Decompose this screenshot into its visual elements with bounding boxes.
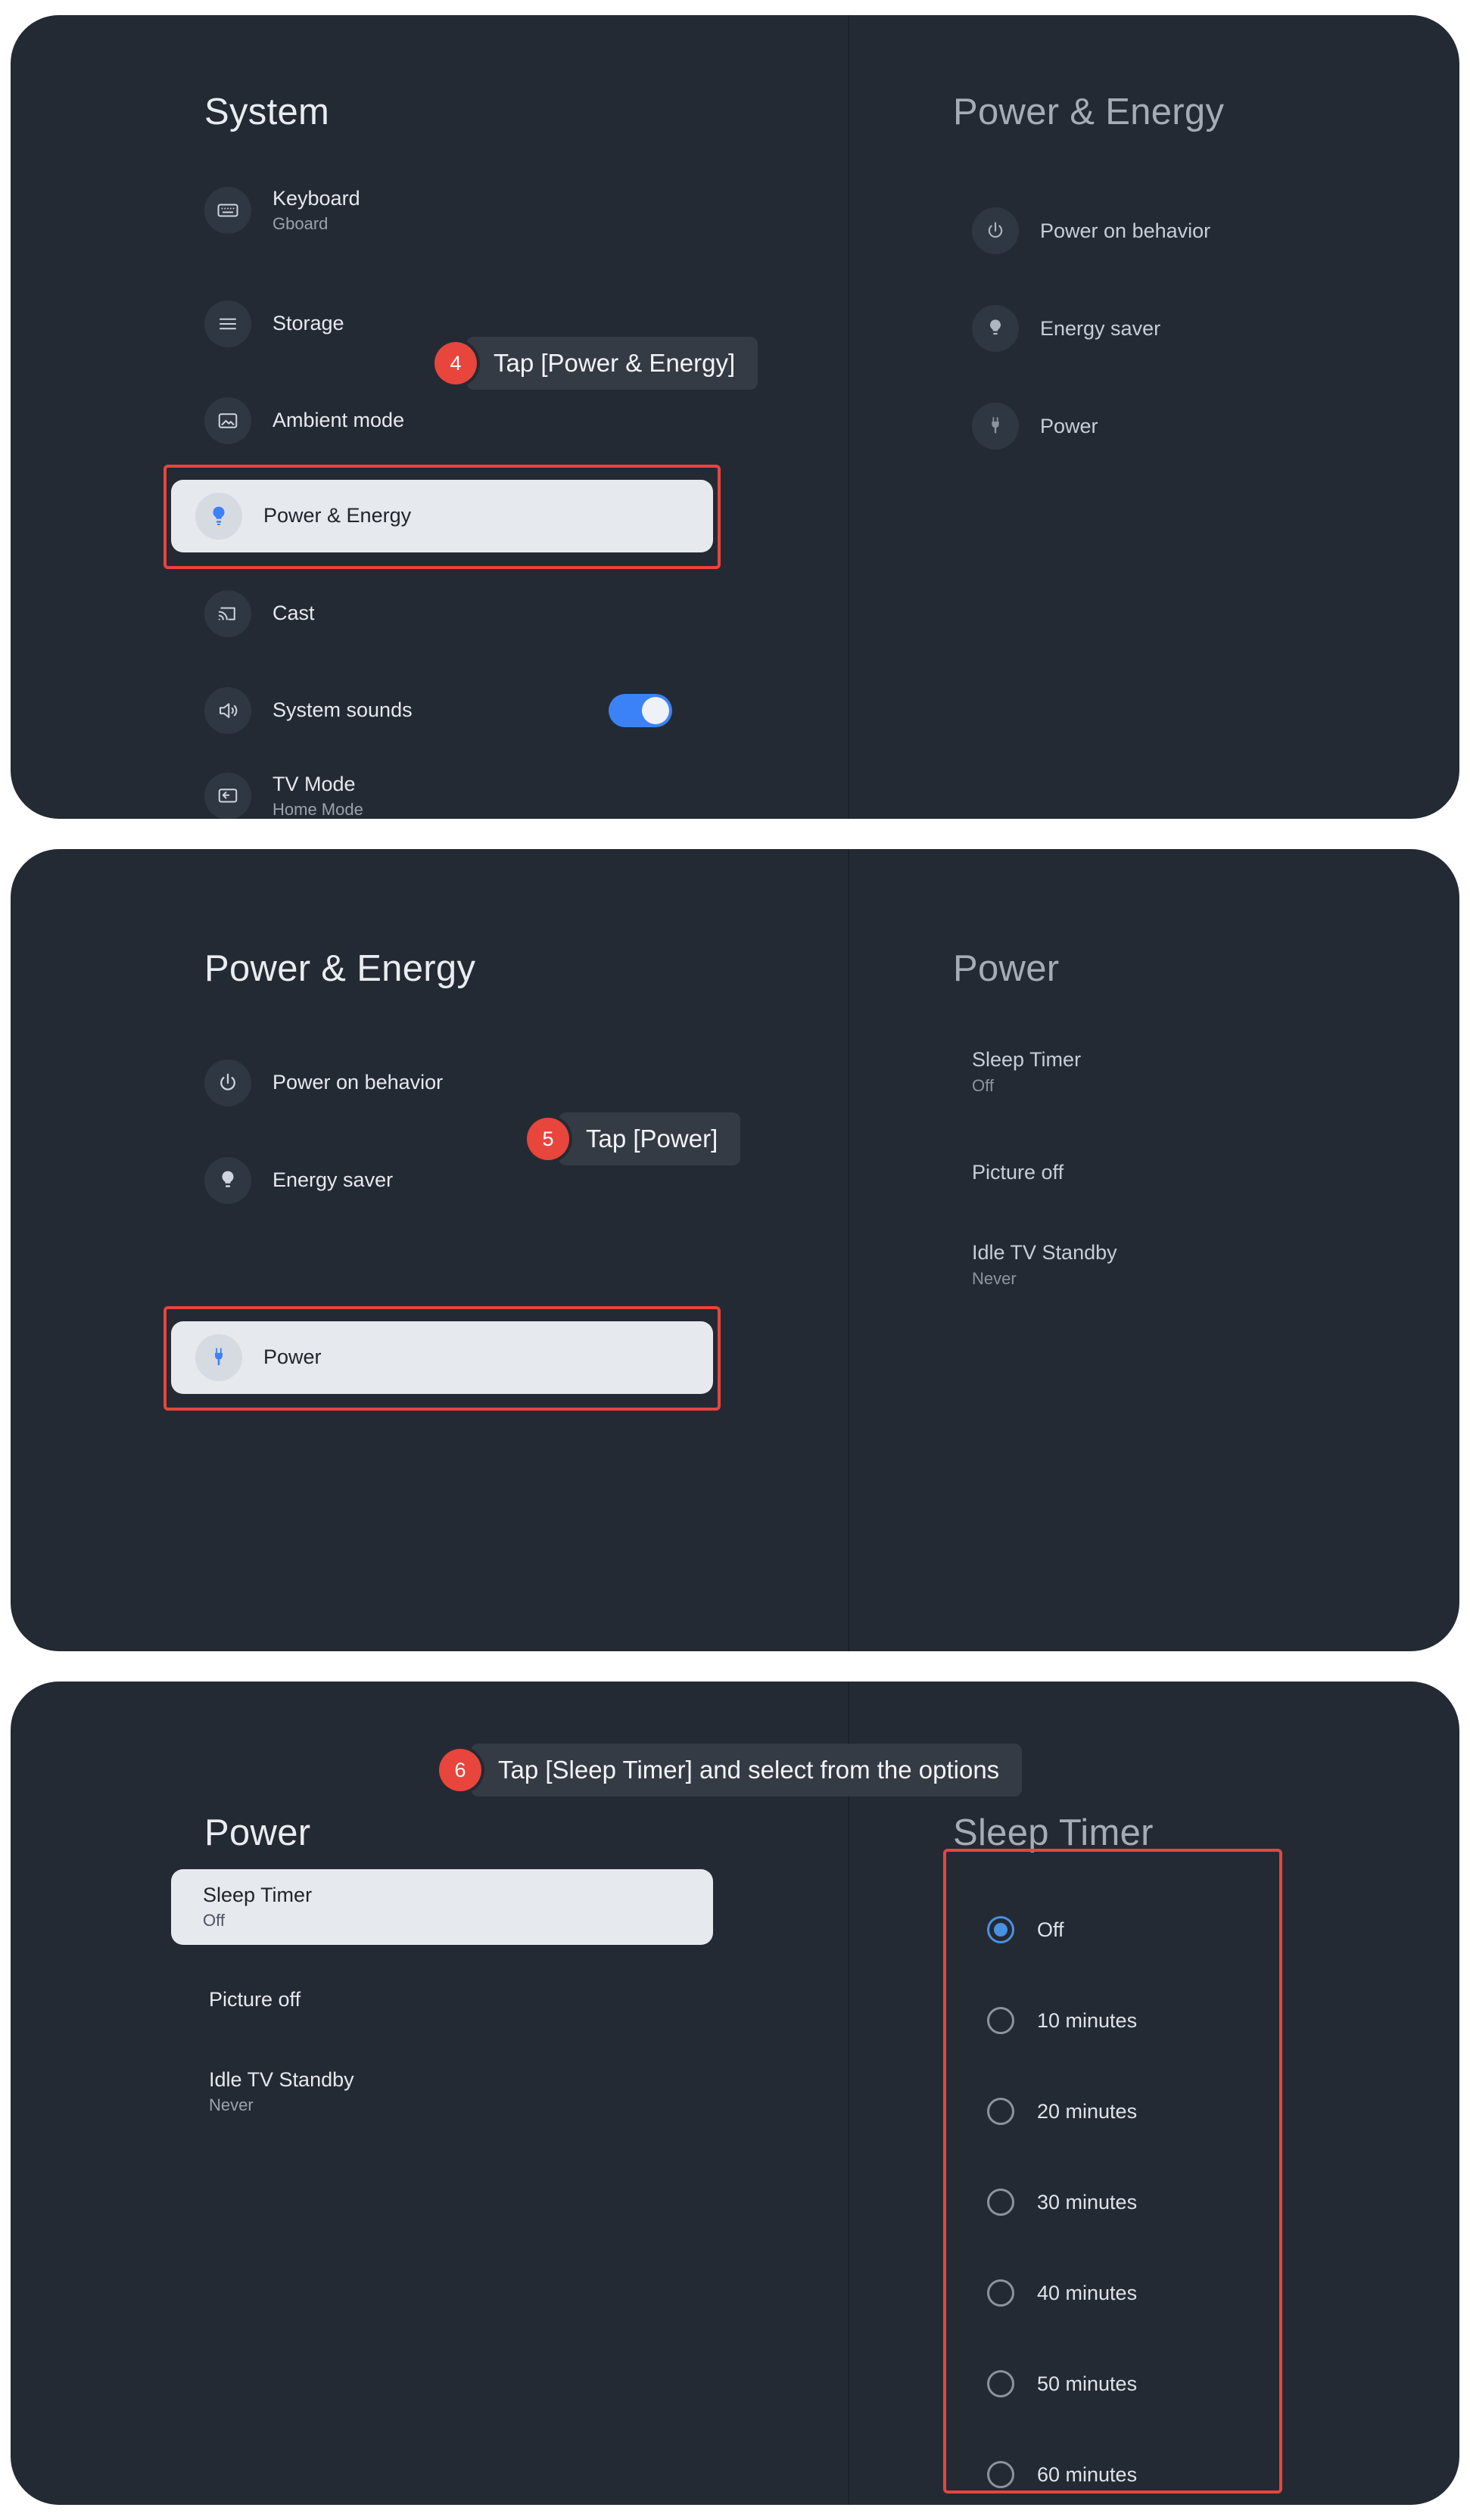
- bulb-icon: [195, 493, 242, 540]
- bulb-icon: [204, 1157, 251, 1204]
- settings-panel-power: [11, 1682, 1459, 2505]
- callout-number: 5: [527, 1118, 569, 1160]
- callout-text: Tap [Power]: [559, 1112, 740, 1165]
- sidebar-item-label: Power: [263, 1346, 322, 1369]
- ambient-mode-icon: [204, 397, 251, 444]
- settings-panel-system: [11, 15, 1459, 819]
- radio-label: 10 minutes: [1037, 2008, 1138, 2032]
- sidebar-item-ambient-mode[interactable]: [204, 397, 404, 444]
- sidebar-item-power[interactable]: [171, 1321, 713, 1394]
- sidebar-item-label: Power on behavior: [273, 1071, 444, 1094]
- radio-label: 40 minutes: [1037, 2281, 1138, 2304]
- sidebar-item-label: Keyboard: [273, 187, 360, 210]
- detail-item-value: Off: [972, 1076, 994, 1095]
- sidebar-item-label: Energy saver: [273, 1168, 394, 1192]
- callout-step-5: [527, 1112, 740, 1165]
- callout-text: Tap [Power & Energy]: [466, 337, 758, 390]
- radio-icon[interactable]: [987, 1916, 1014, 1943]
- right-column-title: Sleep Timer: [953, 1812, 1154, 1853]
- radio-label: 20 minutes: [1037, 2099, 1138, 2123]
- radio-option-40-minutes[interactable]: [987, 2279, 1137, 2307]
- column-divider: [848, 1682, 849, 2505]
- detail-item-label: Picture off: [209, 1988, 301, 2011]
- tv-mode-icon: [204, 773, 251, 819]
- radio-option-10-minutes[interactable]: [987, 2007, 1137, 2034]
- callout-step-4: [434, 337, 758, 390]
- detail-item-idle-tv-standby[interactable]: [209, 2067, 354, 2116]
- sound-icon: [204, 687, 251, 734]
- radio-icon[interactable]: [987, 2461, 1014, 2488]
- detail-item-value: Never: [972, 1269, 1017, 1288]
- detail-item-energy-saver[interactable]: [972, 305, 1160, 352]
- right-column-title: Power & Energy: [953, 92, 1225, 132]
- detail-item-label: Power on behavior: [1040, 219, 1211, 242]
- sidebar-item-sublabel: Home Mode: [273, 799, 363, 819]
- callout-number: 4: [434, 342, 477, 384]
- sidebar-item-power-and-energy[interactable]: [171, 480, 713, 552]
- detail-item-label: Sleep Timer: [203, 1883, 313, 1906]
- detail-item-value: Never: [209, 2095, 254, 2114]
- sidebar-item-label: Ambient mode: [273, 409, 405, 432]
- power-icon: [204, 1059, 251, 1106]
- sidebar-item-storage[interactable]: [204, 300, 344, 347]
- radio-icon[interactable]: [987, 2007, 1014, 2034]
- system-sounds-toggle[interactable]: [609, 694, 672, 727]
- power-icon: [972, 207, 1019, 254]
- detail-item-sleep-timer[interactable]: [972, 1048, 1081, 1096]
- detail-item-label: Energy saver: [1040, 316, 1161, 340]
- detail-item-label: Idle TV Standby: [972, 1241, 1117, 1264]
- sidebar-item-sublabel: Gboard: [273, 213, 329, 233]
- sidebar-item-cast[interactable]: [204, 590, 315, 637]
- detail-item-idle-tv-standby[interactable]: [972, 1241, 1117, 1289]
- cast-icon: [204, 590, 251, 637]
- plug-icon: [972, 403, 1019, 450]
- sidebar-item-energy-saver[interactable]: [204, 1157, 393, 1204]
- radio-icon[interactable]: [987, 2098, 1014, 2125]
- column-divider: [848, 15, 849, 819]
- radio-label: 50 minutes: [1037, 2372, 1138, 2395]
- radio-label: 30 minutes: [1037, 2190, 1138, 2214]
- detail-item-picture-off[interactable]: [972, 1161, 1064, 1184]
- storage-icon: [204, 300, 251, 347]
- detail-item-label: Power: [1040, 414, 1098, 437]
- sidebar-item-power-on-behavior[interactable]: [204, 1059, 443, 1106]
- sidebar-item-tv-mode[interactable]: [204, 772, 363, 819]
- detail-item-label: Picture off: [972, 1161, 1064, 1184]
- page-title: Power & Energy: [204, 948, 476, 989]
- callout-number: 6: [439, 1749, 481, 1791]
- sidebar-item-label: TV Mode: [273, 773, 356, 795]
- sidebar-item-label: Power & Energy: [263, 504, 412, 527]
- detail-item-label: Idle TV Standby: [209, 2068, 354, 2091]
- radio-option-60-minutes[interactable]: [987, 2461, 1137, 2488]
- sidebar-item-system-sounds[interactable]: [204, 687, 413, 734]
- radio-option-20-minutes[interactable]: [987, 2098, 1137, 2125]
- detail-item-label: Sleep Timer: [972, 1048, 1082, 1071]
- detail-item-picture-off[interactable]: [209, 1987, 301, 2013]
- radio-option-off[interactable]: [987, 1916, 1064, 1943]
- plug-icon: [195, 1334, 242, 1381]
- radio-option-50-minutes[interactable]: [987, 2370, 1137, 2397]
- column-divider: [848, 849, 849, 1651]
- detail-item-sleep-timer[interactable]: [171, 1869, 713, 1945]
- sidebar-item-keyboard[interactable]: [204, 186, 360, 235]
- detail-item-power-on-behavior[interactable]: [972, 207, 1210, 254]
- radio-icon[interactable]: [987, 2189, 1014, 2216]
- callout-text: Tap [Sleep Timer] and select from the options: [471, 1744, 1022, 1797]
- sidebar-item-label: Storage: [273, 312, 344, 335]
- bulb-icon: [972, 305, 1019, 352]
- radio-label: Off: [1037, 1918, 1064, 1941]
- settings-panel-power-and-energy: [11, 849, 1459, 1651]
- right-column-title: Power: [953, 948, 1060, 989]
- page-title: Power: [204, 1812, 311, 1853]
- callout-step-6: [439, 1744, 1022, 1797]
- page-title: System: [204, 92, 330, 132]
- detail-item-value: Off: [203, 1910, 225, 1930]
- radio-icon[interactable]: [987, 2370, 1014, 2397]
- sidebar-item-label: System sounds: [273, 698, 413, 722]
- keyboard-icon: [204, 187, 251, 234]
- radio-label: 60 minutes: [1037, 2462, 1138, 2486]
- radio-option-30-minutes[interactable]: [987, 2189, 1137, 2216]
- detail-item-power[interactable]: [972, 403, 1098, 450]
- sidebar-item-label: Cast: [273, 602, 315, 625]
- radio-icon[interactable]: [987, 2279, 1014, 2307]
